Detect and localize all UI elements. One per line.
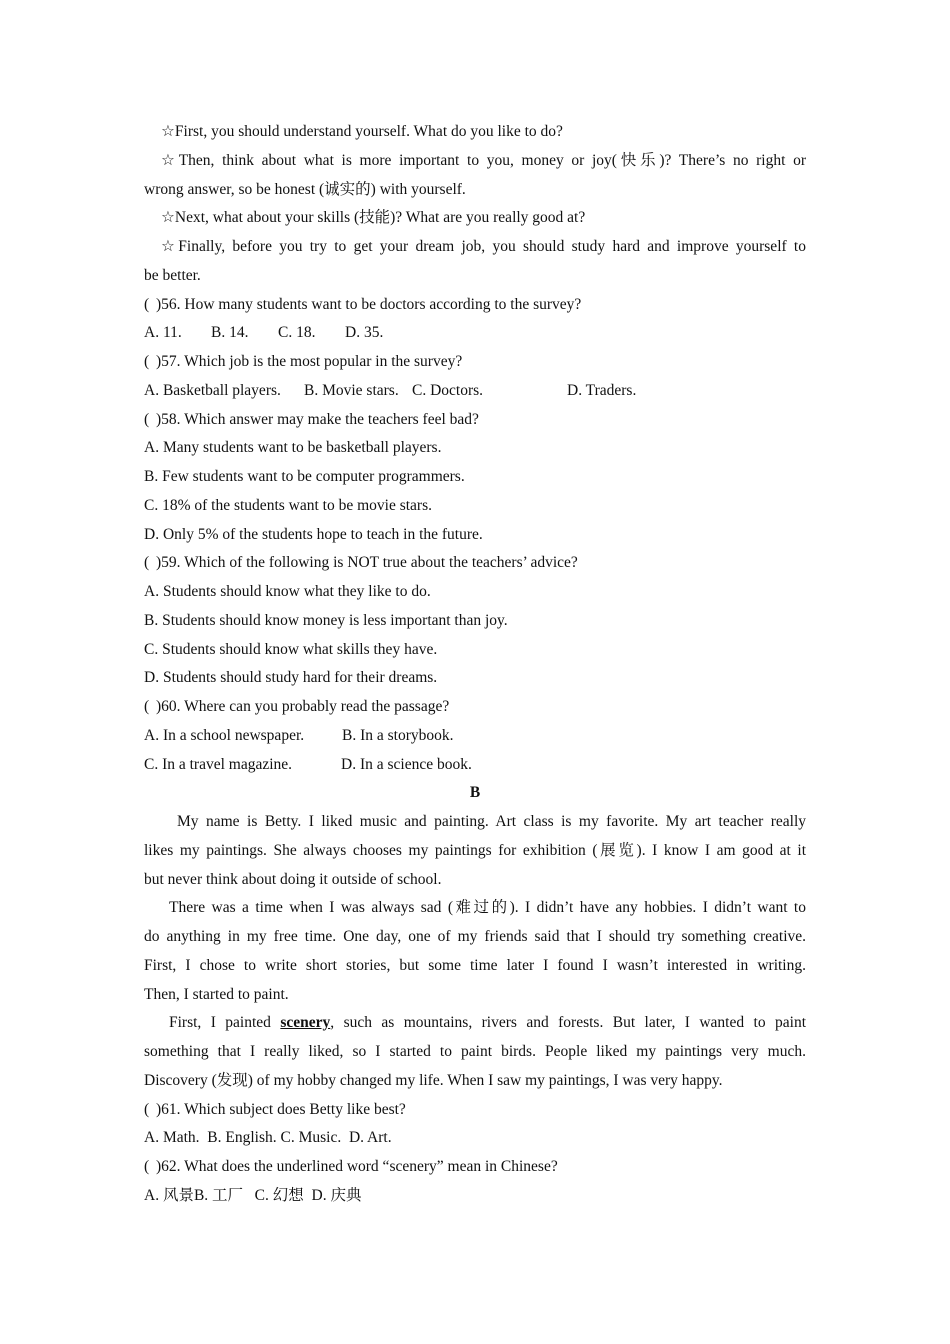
- options-61: [144, 1124, 806, 1153]
- passage-p1-line1: My name is Betty. I liked music and painting. Art class is my favorite. My art teacher really: [177, 813, 806, 830]
- question-58: [144, 406, 806, 435]
- option-b: B. Movie stars.: [304, 381, 399, 399]
- question-61: [144, 1096, 806, 1125]
- passage-p1-line2: likes my paintings. She always chooses my paintings for exhibition (展览). I know I am good at it: [144, 841, 806, 859]
- advice-next: ☆Next, what about your skills (技能)? What are you really good at?: [161, 209, 586, 227]
- option-d: D. Only 5% of the students hope to teach in the future.: [144, 525, 483, 543]
- passage-p3-line3: Discovery (发现) of my hobby changed my life. When I saw my paintings, I was very happy.: [144, 1071, 723, 1089]
- question-stem: )59. Which of the following is NOT true about the teachers’ advice?: [156, 554, 578, 572]
- question-stem: )57. Which job is the most popular in the survey?: [156, 353, 463, 370]
- option-b: B. English.: [207, 1129, 277, 1147]
- advice-then: ☆Then, think about what is more important to you, money or joy(快乐)? There’s no right or: [161, 151, 806, 169]
- question-stem: )60. Where can you probably read the passage?: [156, 698, 450, 715]
- option-a: A. 风景: [144, 1186, 194, 1204]
- question-stem: )62. What does the underlined word “scenery” mean in Chinese?: [156, 1158, 558, 1175]
- options-62: [144, 1182, 806, 1211]
- option-d: D. In a science book.: [341, 755, 472, 773]
- passage-p2-line3: First, I chose to write short stories, but some time later I found I wasn’t interested in writing.: [144, 956, 806, 974]
- options-60-ab: [144, 722, 806, 751]
- option-b: B. Few students want to be computer programmers.: [144, 468, 465, 485]
- question-stem: )58. Which answer may make the teachers feel bad?: [156, 410, 479, 428]
- option-b: B. 14.: [211, 324, 249, 342]
- option-a: A. Many students want to be basketball players.: [144, 439, 442, 457]
- option-c: C. 18.: [278, 324, 316, 342]
- options-56: [144, 319, 806, 348]
- answer-blank[interactable]: (: [144, 1100, 150, 1118]
- answer-blank[interactable]: (: [144, 410, 150, 428]
- option-b: B. In a storybook.: [342, 726, 454, 744]
- option-d: D. Traders.: [567, 381, 637, 399]
- option-d: D. 35.: [345, 324, 384, 342]
- option-c: C. Music.: [280, 1129, 342, 1147]
- passage-text: , such as mountains, rivers and forests. But later, I wanted to paint: [330, 1014, 806, 1032]
- passage-p2-line1: There was a time when I was always sad (难过的). I didn’t have any hobbies. I didn’t want to: [169, 899, 806, 917]
- answer-blank[interactable]: (: [144, 295, 150, 313]
- advice-finally-cont: be better.: [144, 266, 201, 284]
- option-c: C. In a travel magazine.: [144, 755, 293, 773]
- option-a: A. Students should know what they like to do.: [144, 583, 431, 600]
- section-heading: B: [469, 784, 481, 802]
- advice-finally: ☆Finally, before you try to get your dream job, you should study hard and improve yourself to: [161, 238, 806, 255]
- option-a: A. Math.: [144, 1129, 200, 1147]
- option-c: C. Students should know what skills they have.: [144, 640, 438, 658]
- passage-p3-line1: [144, 1009, 806, 1038]
- option-c: C. 18% of the students want to be movie stars.: [144, 496, 432, 514]
- passage-p2-line4: Then, I started to paint.: [144, 985, 289, 1003]
- option-c: C. 幻想: [254, 1186, 304, 1204]
- advice-first: ☆First, you should understand yourself. What do you like to do?: [161, 123, 563, 140]
- passage-text: First, I painted: [169, 1014, 281, 1032]
- options-57: [144, 377, 806, 406]
- question-59: [144, 549, 806, 578]
- option-c: C. Doctors.: [412, 381, 484, 399]
- option-a: A. 11.: [144, 324, 182, 342]
- answer-blank[interactable]: (: [144, 698, 150, 715]
- question-56: [144, 291, 806, 320]
- option-d: D. 庆典: [311, 1186, 362, 1204]
- advice-then-cont: wrong answer, so be honest (诚实的) with yourself.: [144, 180, 466, 198]
- answer-blank[interactable]: (: [144, 353, 150, 370]
- option-d: D. Art.: [348, 1129, 392, 1147]
- option-d: D. Students should study hard for their dreams.: [144, 669, 438, 687]
- question-57: [144, 348, 806, 377]
- option-b: B. 工厂: [193, 1186, 244, 1204]
- answer-blank[interactable]: (: [144, 554, 150, 572]
- question-stem: )56. How many students want to be doctors according to the survey?: [156, 295, 582, 313]
- question-stem: )61. Which subject does Betty like best?: [156, 1100, 406, 1118]
- passage-p2-line2: do anything in my free time. One day, one of my friends said that I should try something creative.: [144, 928, 806, 945]
- underlined-word: scenery: [280, 1014, 331, 1032]
- options-60-cd: [144, 751, 806, 780]
- option-a: A. In a school newspaper.: [144, 726, 305, 744]
- passage-p3-line2: something that I really liked, so I started to paint birds. People liked my paintings very much.: [144, 1043, 806, 1060]
- question-60: [144, 693, 806, 722]
- question-62: [144, 1153, 806, 1182]
- option-b: B. Students should know money is less important than joy.: [144, 611, 508, 629]
- document-page: [144, 118, 806, 1211]
- passage-p1-line3: but never think about doing it outside of school.: [144, 870, 442, 888]
- option-a: A. Basketball players.: [144, 381, 281, 399]
- answer-blank[interactable]: (: [144, 1158, 150, 1175]
